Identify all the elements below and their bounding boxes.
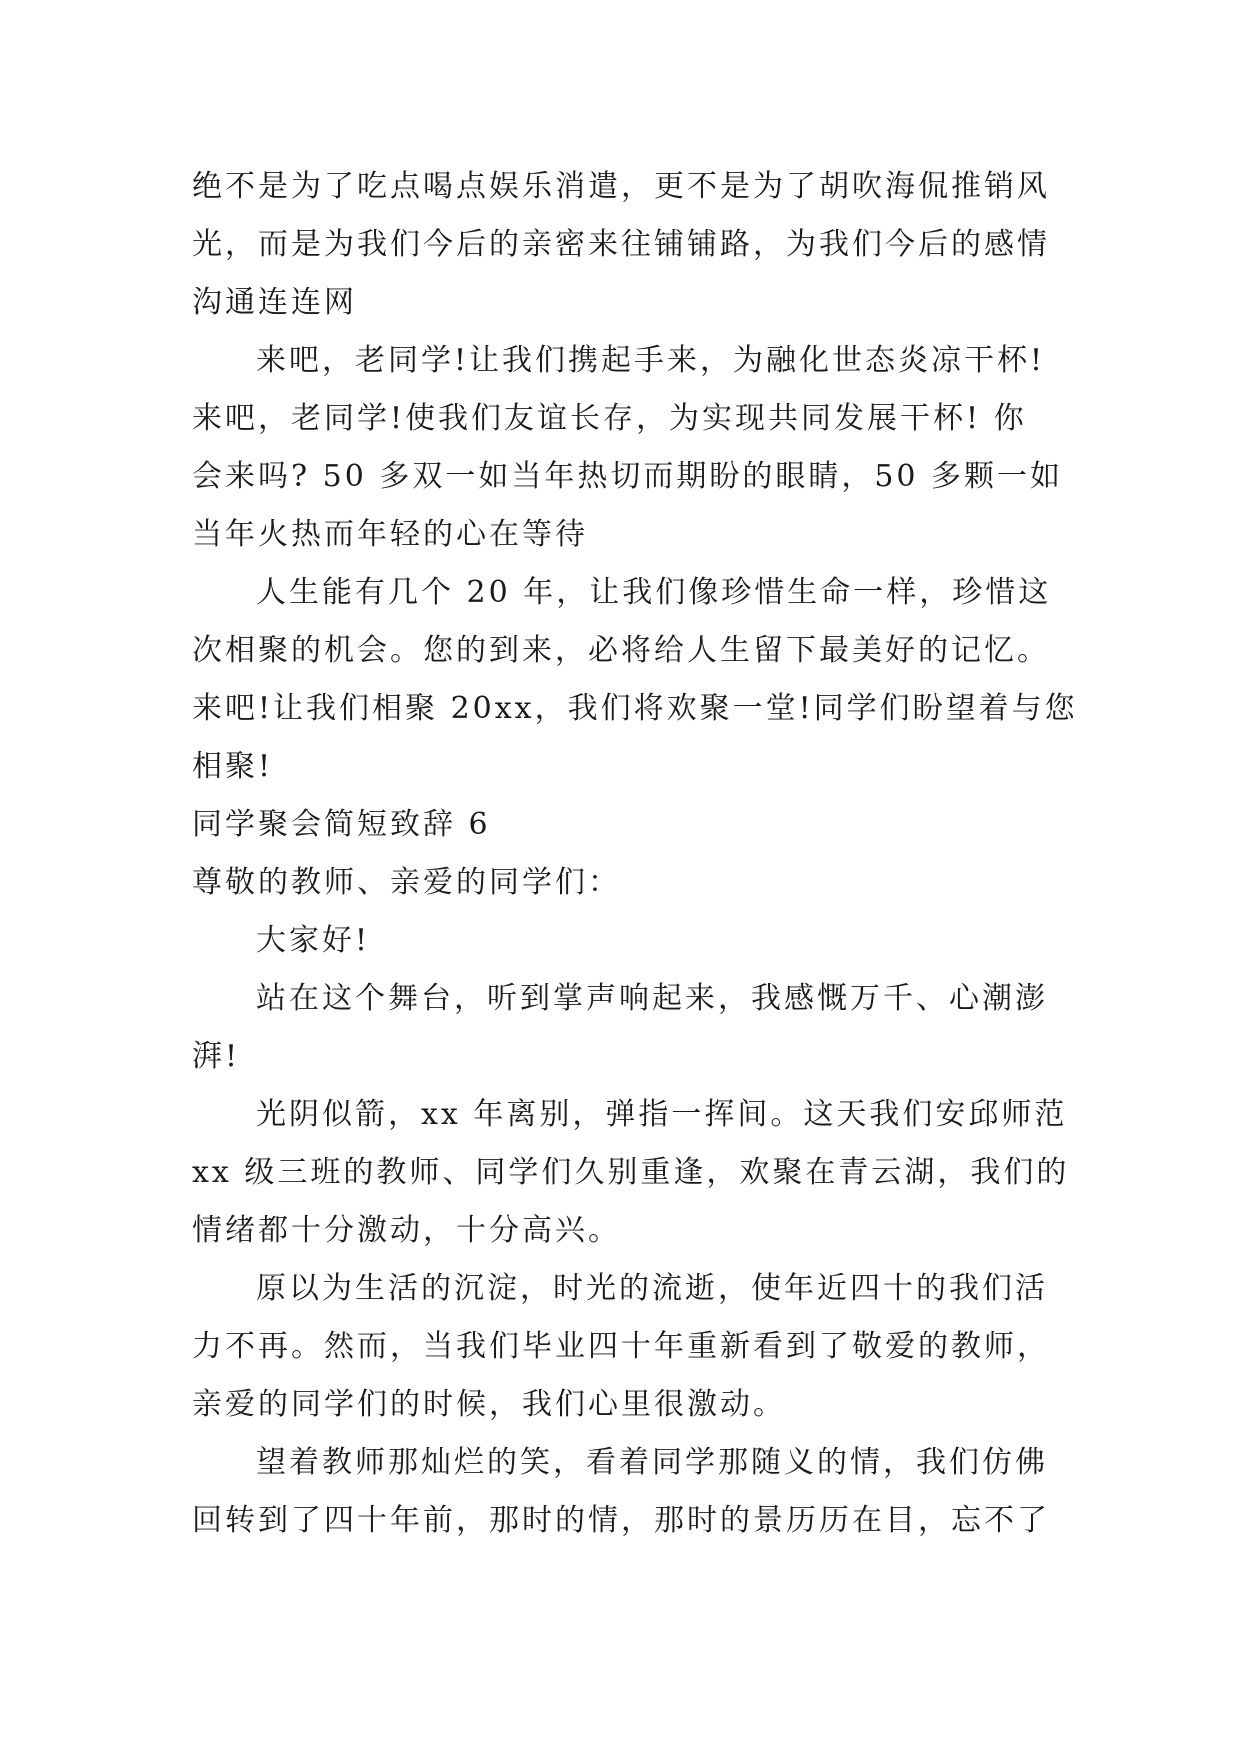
document-body xyxy=(192,158,1078,1550)
text-line: 绝不是为了吃点喝点娱乐消遣，更不是为了胡吹海侃推销风 xyxy=(192,169,1050,204)
text-line: 来吧!让我们相聚 20xx，我们将欢聚一堂!同学们盼望着与您 xyxy=(192,691,1078,726)
text-line: 亲爱的同学们的时候，我们心里很激动。 xyxy=(192,1387,786,1422)
greeting: 大家好! xyxy=(256,923,371,958)
salutation: 尊敬的教师、亲爱的同学们： xyxy=(192,865,621,900)
text-line: 相聚! xyxy=(192,749,274,784)
text-line: 力不再。然而，当我们毕业四十年重新看到了敬爱的教师， xyxy=(192,1329,1050,1364)
text-line: 次相聚的机会。您的到来，必将给人生留下最美好的记忆。 xyxy=(192,633,1050,668)
text-line: 原以为生活的沉淀，时光的流逝，使年近四十的我们活 xyxy=(256,1271,1048,1306)
text-line: 来吧，老同学!使我们友谊长存，为实现共同发展干杯! 你 xyxy=(192,401,1027,436)
text-line: 回转到了四十年前，那时的情，那时的景历历在目，忘不了 xyxy=(192,1503,1050,1538)
text-line: 来吧，老同学!让我们携起手来，为融化世态炎凉干杯! xyxy=(256,343,1046,378)
section-heading: 同学聚会简短致辞 6 xyxy=(192,807,491,842)
text-line: 光阴似箭，xx 年离别，弹指一挥间。这天我们安邱师范 xyxy=(256,1097,1068,1132)
text-line: 人生能有几个 20 年，让我们像珍惜生命一样，珍惜这 xyxy=(256,575,1052,610)
text-line: 光，而是为我们今后的亲密来往铺铺路，为我们今后的感情 xyxy=(192,227,1050,262)
text-line: 沟通连连网 xyxy=(192,285,357,320)
text-line: 当年火热而年轻的心在等待 xyxy=(192,517,588,552)
text-line: 望着教师那灿烂的笑，看着同学那随义的情，我们仿佛 xyxy=(256,1445,1048,1480)
text-line: xx 级三班的教师、同学们久别重逢，欢聚在青云湖，我们的 xyxy=(192,1155,1070,1190)
text-line: 站在这个舞台，听到掌声响起来，我感慨万千、心潮澎 xyxy=(256,981,1048,1016)
text-line: 湃! xyxy=(192,1039,241,1074)
text-line: 会来吗? 50 多双一如当年热切而期盼的眼睛，50 多颗一如 xyxy=(192,459,1064,494)
text-line: 情绪都十分激动，十分高兴。 xyxy=(192,1213,621,1248)
